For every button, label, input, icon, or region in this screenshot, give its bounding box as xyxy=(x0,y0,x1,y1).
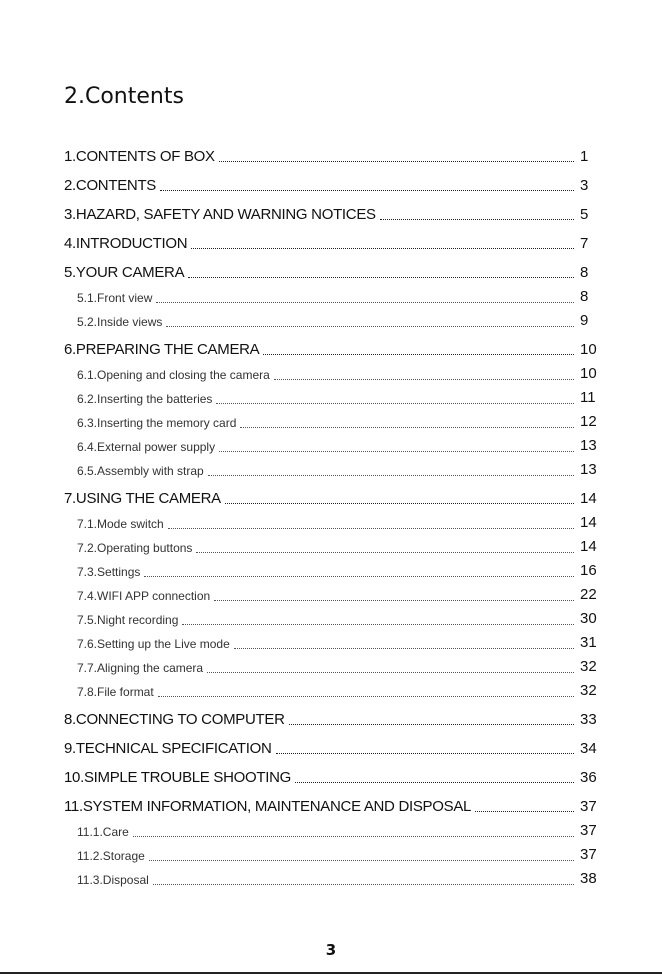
dot-leader xyxy=(295,772,574,783)
toc-entry-page: 11 xyxy=(580,389,596,406)
toc-entry-label: 7.8.File format xyxy=(77,685,154,699)
dot-leader xyxy=(219,151,574,162)
toc-entry-label: 10.SIMPLE TROUBLE SHOOTING xyxy=(64,769,291,786)
toc-subentry[interactable] xyxy=(64,358,604,382)
toc-entry-page: 14 xyxy=(580,490,597,507)
toc-entry[interactable] xyxy=(64,252,604,281)
toc-entry-page: 14 xyxy=(580,538,597,555)
toc-entry-label: 5.YOUR CAMERA xyxy=(64,264,185,281)
dot-leader xyxy=(144,566,574,577)
dot-leader xyxy=(158,686,574,697)
dot-leader xyxy=(240,417,574,428)
toc-entry[interactable] xyxy=(64,329,604,358)
toc-entry[interactable] xyxy=(64,165,604,194)
dot-leader xyxy=(191,238,574,249)
dot-leader xyxy=(263,344,574,355)
toc-subentry[interactable] xyxy=(64,603,604,627)
dot-leader xyxy=(380,209,574,220)
toc-entry-label: 5.2.Inside views xyxy=(77,315,163,329)
toc-entry-page: 36 xyxy=(580,769,597,786)
toc-entry[interactable] xyxy=(64,699,604,728)
toc-subentry[interactable] xyxy=(64,579,604,603)
toc-entry-page: 31 xyxy=(580,634,597,651)
toc-subentry[interactable] xyxy=(64,651,604,675)
toc-entry-page: 22 xyxy=(580,586,597,603)
toc-entry-label: 8.CONNECTING TO COMPUTER xyxy=(64,711,285,728)
toc-entry-label: 2.CONTENTS xyxy=(64,177,157,194)
dot-leader xyxy=(207,662,574,673)
toc-entry-page: 30 xyxy=(580,610,597,627)
toc-entry-page: 8 xyxy=(580,264,589,281)
toc-entry-label: 11.1.Care xyxy=(77,825,129,839)
toc-entry-page: 10 xyxy=(580,341,597,358)
toc-entry-page: 37 xyxy=(580,822,597,839)
dot-leader xyxy=(166,316,574,327)
toc-entry-label: 3.HAZARD, SAFETY AND WARNING NOTICES xyxy=(64,206,376,223)
toc-entry-label: 9.TECHNICAL SPECIFICATION xyxy=(64,740,272,757)
toc-entry-page: 33 xyxy=(580,711,597,728)
toc-subentry[interactable] xyxy=(64,454,604,478)
toc-entry-label: 11.SYSTEM INFORMATION, MAINTENANCE AND DISPOSAL xyxy=(64,798,472,815)
toc-entry[interactable] xyxy=(64,786,604,815)
toc-entry-label: 11.3.Disposal xyxy=(77,873,149,887)
toc-entry-page: 38 xyxy=(580,870,597,887)
toc-entry-label: 6.3.Inserting the memory card xyxy=(77,416,237,430)
toc-entry-label: 1.CONTENTS OF BOX xyxy=(64,148,215,165)
toc-subentry[interactable] xyxy=(64,382,604,406)
dot-leader xyxy=(153,874,574,885)
toc-subentry[interactable] xyxy=(64,863,604,887)
toc-subentry[interactable] xyxy=(64,430,604,454)
toc-entry-label: 6.4.External power supply xyxy=(77,440,216,454)
toc-entry-label: 6.2.Inserting the batteries xyxy=(77,392,213,406)
toc-entry-page: 10 xyxy=(580,365,597,382)
toc-entry-page: 14 xyxy=(580,514,597,531)
toc-entry-page: 12 xyxy=(580,413,597,430)
toc-entry-page: 5 xyxy=(580,206,589,223)
toc-entry-page: 32 xyxy=(580,658,597,675)
toc-entry-label: 4.INTRODUCTION xyxy=(64,235,188,252)
dot-leader xyxy=(196,542,574,553)
toc-entry-label: 5.1.Front view xyxy=(77,291,153,305)
dot-leader xyxy=(188,267,574,278)
toc-entry[interactable] xyxy=(64,728,604,757)
dot-leader xyxy=(214,590,574,601)
toc-entry-page: 37 xyxy=(580,798,597,815)
toc-entry-page: 34 xyxy=(580,740,597,757)
toc-subentry[interactable] xyxy=(64,507,604,531)
dot-leader xyxy=(216,393,574,404)
dot-leader xyxy=(219,441,574,452)
dot-leader xyxy=(225,493,574,504)
toc-entry[interactable] xyxy=(64,136,604,165)
toc-subentry[interactable] xyxy=(64,531,604,555)
toc-subentry[interactable] xyxy=(64,839,604,863)
toc-entry-label: 7.3.Settings xyxy=(77,565,141,579)
dot-leader xyxy=(289,714,574,725)
dot-leader xyxy=(133,826,574,837)
toc-entry-label: 7.1.Mode switch xyxy=(77,517,164,531)
dot-leader xyxy=(160,180,574,191)
toc-entry-label: 6.PREPARING THE CAMERA xyxy=(64,341,260,358)
toc-entry-page: 16 xyxy=(580,562,597,579)
toc-entry-label: 7.2.Operating buttons xyxy=(77,541,193,555)
toc-entry[interactable] xyxy=(64,757,604,786)
toc-entry-label: 7.5.Night recording xyxy=(77,613,179,627)
toc-entry-label: 7.7.Aligning the camera xyxy=(77,661,204,675)
dot-leader xyxy=(475,801,574,812)
toc-subentry[interactable] xyxy=(64,815,604,839)
table-of-contents xyxy=(64,136,604,887)
dot-leader xyxy=(276,743,574,754)
dot-leader xyxy=(156,292,574,303)
toc-entry-page: 7 xyxy=(580,235,589,252)
toc-entry[interactable] xyxy=(64,478,604,507)
toc-entry-page: 1 xyxy=(580,148,589,165)
toc-subentry[interactable] xyxy=(64,406,604,430)
toc-entry-page: 13 xyxy=(580,437,597,454)
dot-leader xyxy=(274,369,574,380)
toc-entry-label: 11.2.Storage xyxy=(77,849,145,863)
toc-subentry[interactable] xyxy=(64,555,604,579)
page-number: 3 xyxy=(325,941,337,959)
toc-entry-label: 7.4.WIFI APP connection xyxy=(77,589,211,603)
dot-leader xyxy=(182,614,574,625)
toc-entry-page: 8 xyxy=(580,288,589,305)
bottom-rule xyxy=(0,972,662,974)
toc-entry-page: 13 xyxy=(580,461,597,478)
toc-entry-page: 37 xyxy=(580,846,597,863)
toc-entry-label: 6.5.Assembly with strap xyxy=(77,464,204,478)
dot-leader xyxy=(234,638,574,649)
toc-entry-label: 7.USING THE CAMERA xyxy=(64,490,221,507)
page-title: 2.Contents xyxy=(64,84,184,109)
toc-entry-page: 3 xyxy=(580,177,589,194)
toc-entry-page: 9 xyxy=(580,312,589,329)
toc-subentry[interactable] xyxy=(64,281,604,305)
toc-subentry[interactable] xyxy=(64,305,604,329)
toc-entry-label: 6.1.Opening and closing the camera xyxy=(77,368,270,382)
dot-leader xyxy=(208,465,574,476)
toc-entry-page: 32 xyxy=(580,682,597,699)
toc-entry-label: 7.6.Setting up the Live mode xyxy=(77,637,230,651)
dot-leader xyxy=(149,850,574,861)
toc-subentry[interactable] xyxy=(64,675,604,699)
toc-entry[interactable] xyxy=(64,194,604,223)
toc-subentry[interactable] xyxy=(64,627,604,651)
toc-entry[interactable] xyxy=(64,223,604,252)
dot-leader xyxy=(168,518,574,529)
